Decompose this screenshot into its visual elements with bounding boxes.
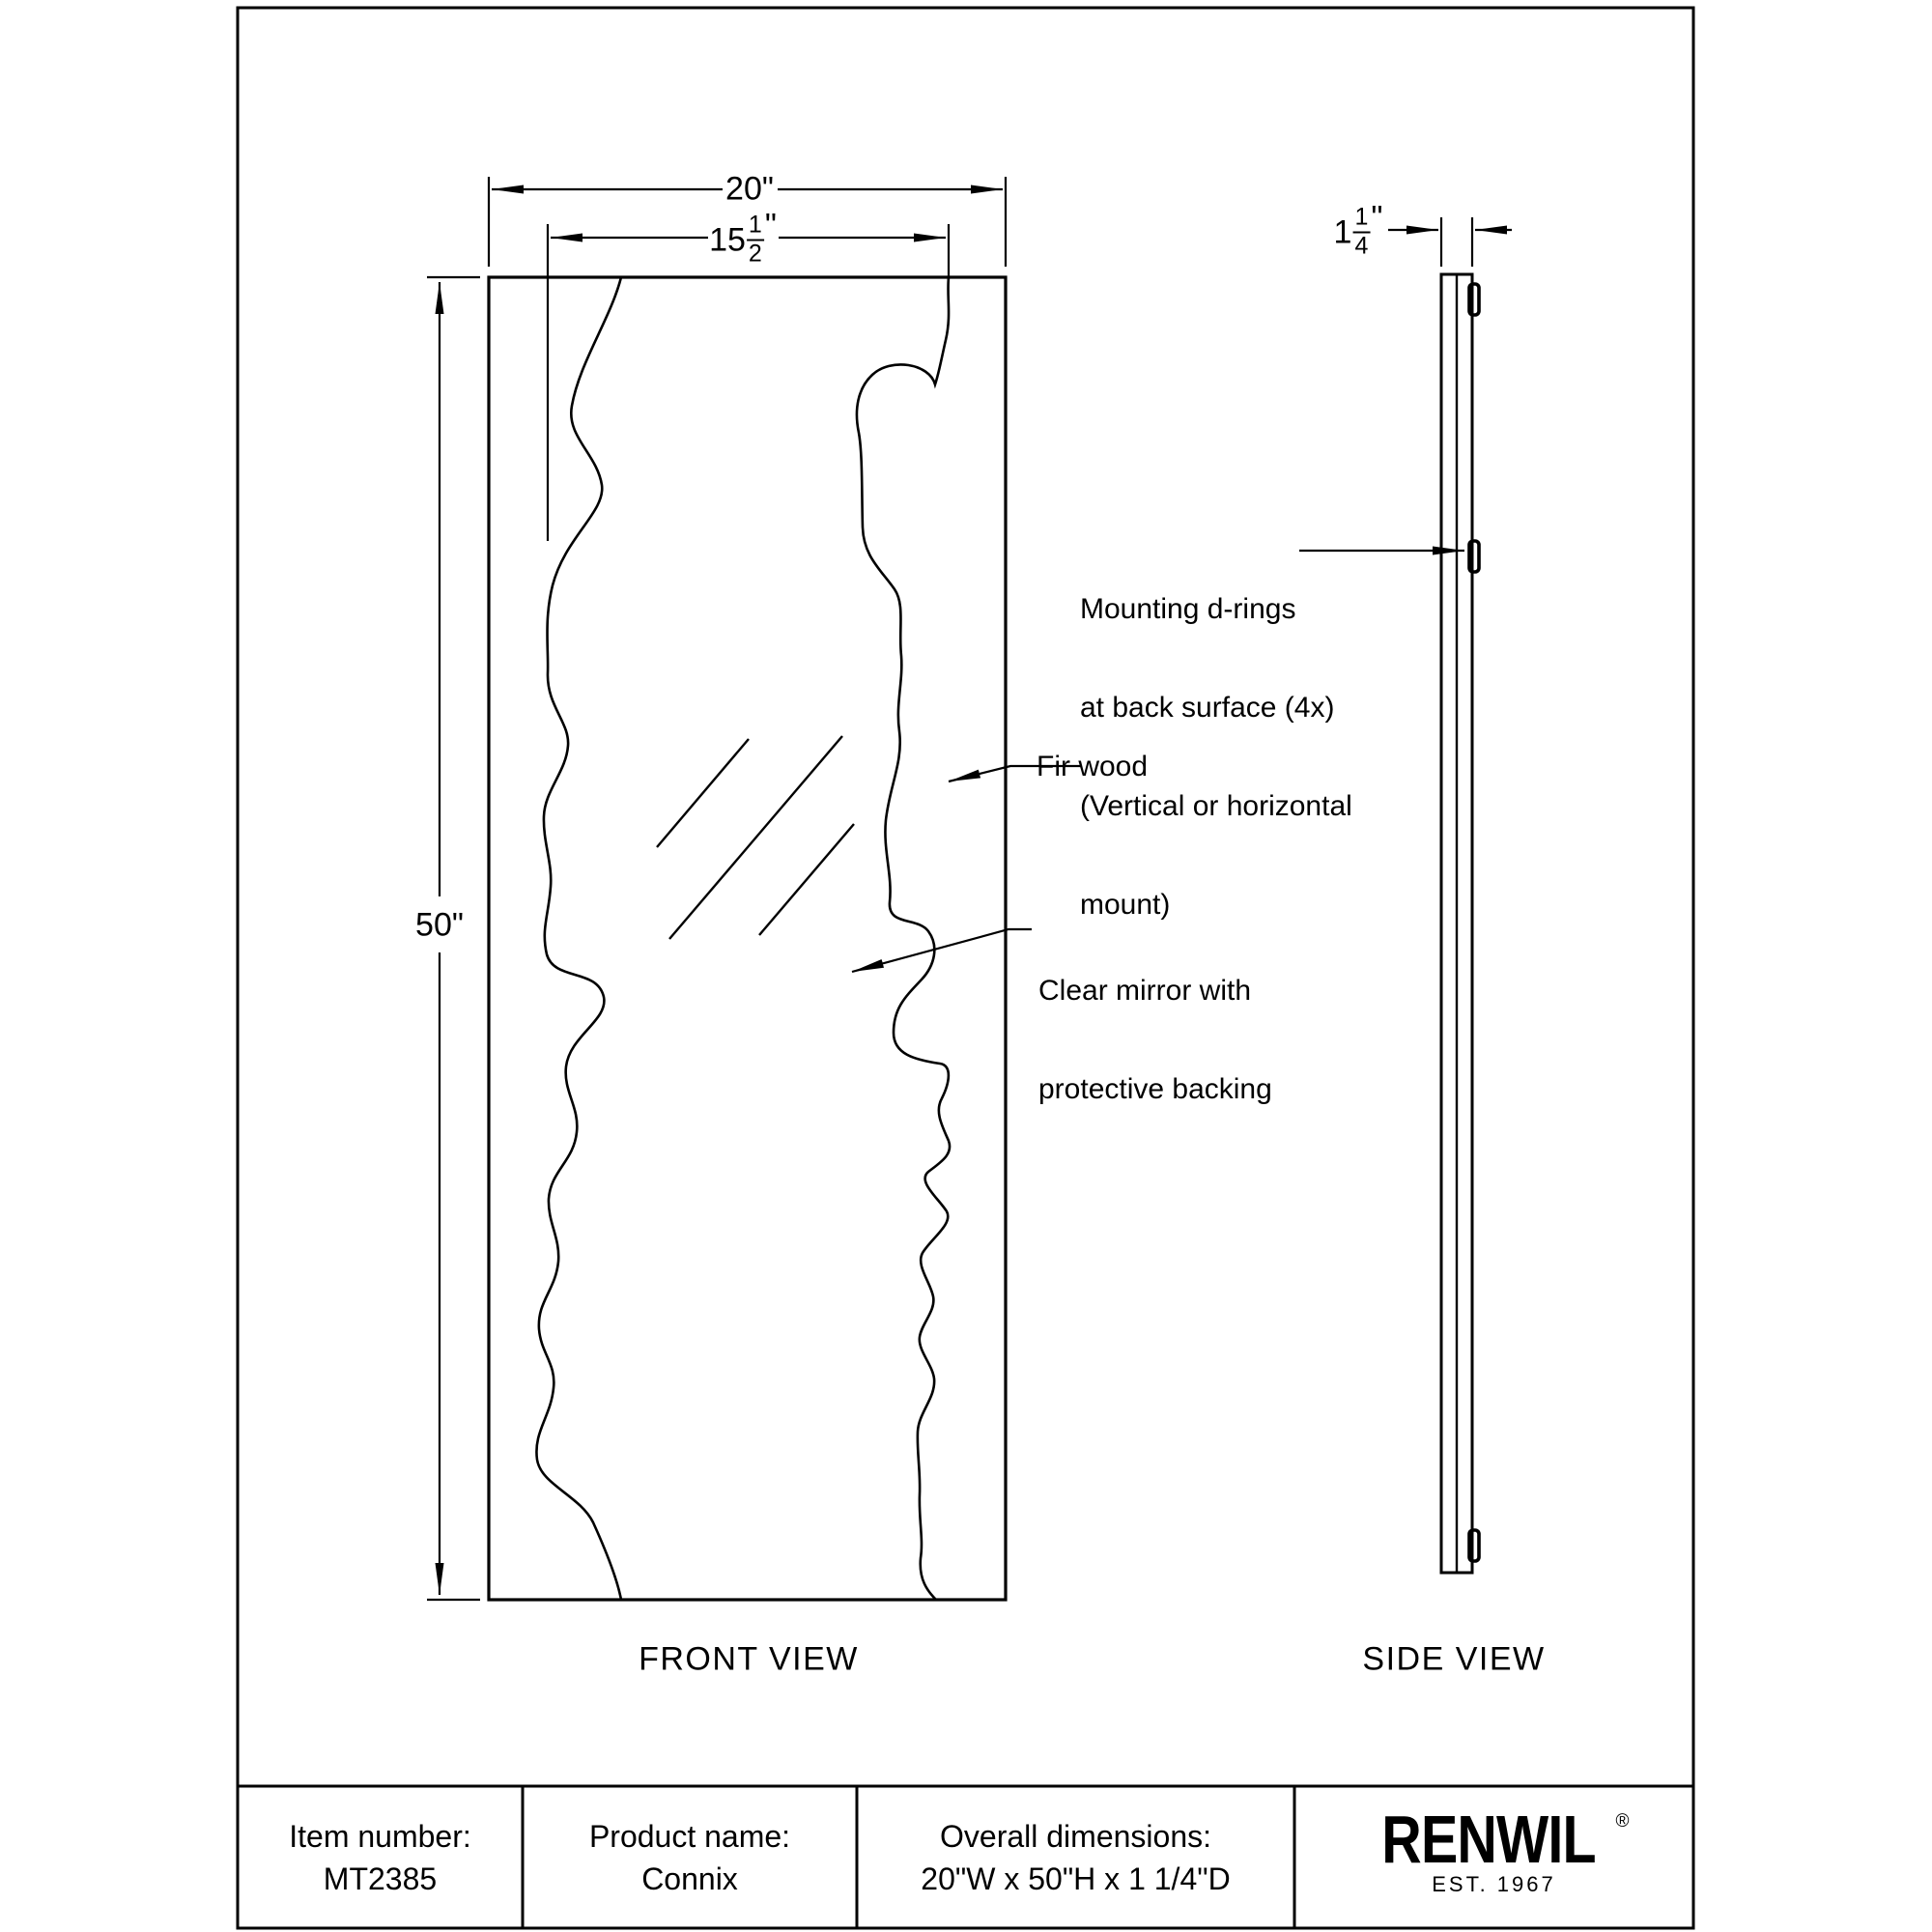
depth-numerator: 1 <box>1352 206 1370 234</box>
right-live-edge-curve <box>857 277 950 1600</box>
item-number-label: Item number: <box>289 1818 471 1854</box>
brand-established-text: EST. 1967 <box>1432 1872 1556 1896</box>
mirror-annotation <box>1038 909 1272 1172</box>
inner-width-whole: 15 <box>709 221 746 258</box>
left-live-edge-curve <box>536 277 621 1600</box>
d-ring-middle <box>1469 541 1479 572</box>
product-name-value: Connix <box>641 1861 738 1896</box>
d-ring-bottom <box>1469 1530 1479 1561</box>
item-number-value: MT2385 <box>323 1861 438 1896</box>
title-block-brand-cell <box>1294 1802 1693 1897</box>
product-name-label: Product name: <box>588 1818 791 1854</box>
side-view-label: SIDE VIEW <box>1362 1640 1546 1678</box>
title-block-product-cell <box>523 1786 857 1928</box>
title-block-item-cell <box>238 1786 523 1928</box>
mounting-line-3: (Vertical or horizontal <box>1080 790 1352 822</box>
depth-unit: " <box>1371 199 1383 237</box>
inner-width-dimension-label <box>709 207 777 267</box>
mirror-reflection-hatch <box>657 736 854 939</box>
inner-width-numerator: 1 <box>747 213 764 242</box>
front-view-label: FRONT VIEW <box>639 1640 859 1678</box>
side-view-outline <box>1441 274 1479 1573</box>
mirror-line-1: Clear mirror with <box>1038 975 1252 1007</box>
inner-width-denominator: 2 <box>748 240 762 267</box>
renwil-logo: RENWIL <box>1381 1802 1597 1877</box>
depth-whole: 1 <box>1333 213 1352 250</box>
overall-dimensions-label: Overall dimensions: <box>940 1818 1211 1854</box>
registered-trademark-symbol: ® <box>1615 1811 1630 1832</box>
overall-dimensions-value: 20"W x 50"H x 1 1/4"D <box>921 1861 1231 1896</box>
height-dimension-label: 50" <box>415 906 464 944</box>
inner-width-dimension-lines <box>548 221 949 541</box>
depth-dimension-lines <box>1388 217 1512 267</box>
overall-width-dimension-label: 20" <box>725 170 774 208</box>
fir-wood-annotation: Fir wood <box>1037 751 1149 782</box>
depth-dimension-label <box>1333 199 1383 259</box>
mounting-line-2: at back surface (4x) <box>1080 692 1335 724</box>
mounting-line-4: mount) <box>1080 889 1171 921</box>
depth-denominator: 4 <box>1354 232 1369 259</box>
mirror-line-2: protective backing <box>1038 1073 1272 1105</box>
d-ring-top <box>1469 284 1479 315</box>
inner-width-unit: " <box>764 207 777 244</box>
title-block-dimensions-cell <box>857 1786 1294 1928</box>
mounting-line-1: Mounting d-rings <box>1080 593 1296 625</box>
